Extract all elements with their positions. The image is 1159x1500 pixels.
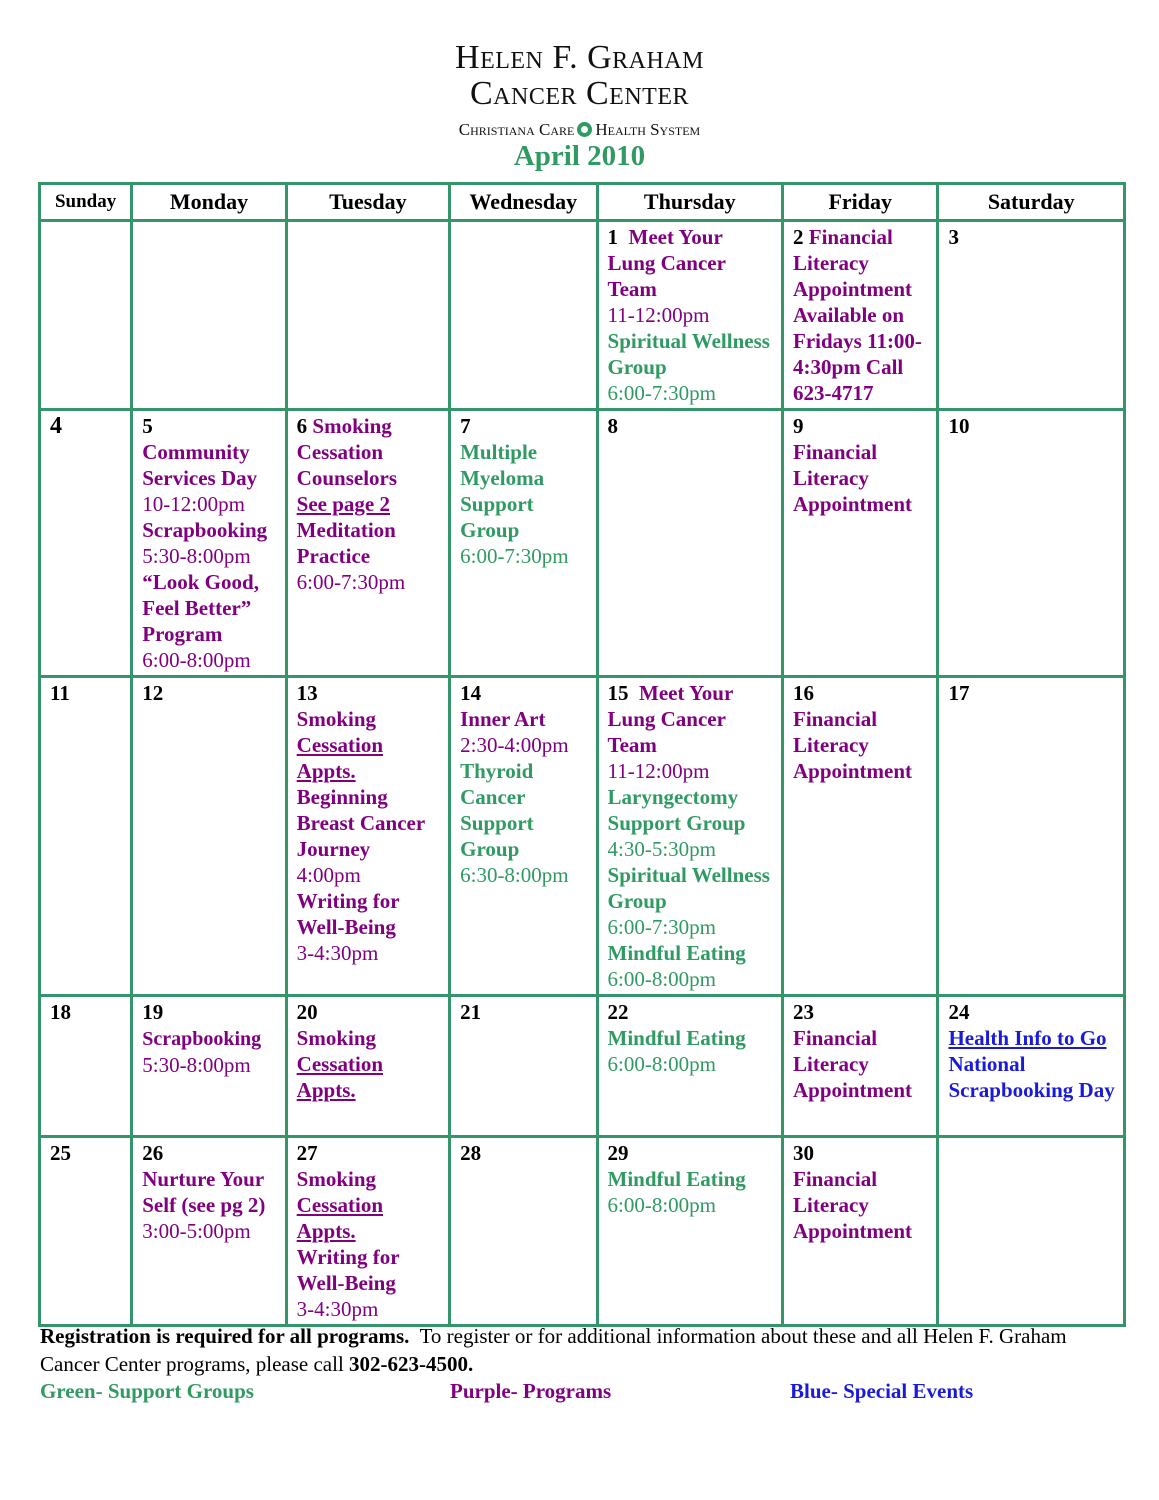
day-number: 19	[142, 1000, 164, 1024]
day-cell-apr19	[132, 996, 286, 1137]
day-cell-apr6	[286, 410, 449, 677]
event-title: Meditation Practice	[296, 518, 396, 568]
weekday-wednesday: Wednesday	[450, 184, 597, 221]
event-time: 4:30-5:30pm	[607, 837, 717, 861]
day-cell-empty	[132, 221, 286, 410]
week-row	[40, 1137, 1125, 1326]
day-cell-apr5	[132, 410, 286, 677]
event-time: 6:00-7:30pm	[607, 915, 717, 939]
day-number: 20	[296, 1000, 318, 1024]
event-time: 3-4:30pm	[296, 941, 379, 965]
day-cell-apr18	[40, 996, 132, 1137]
event-title: Scrapbooking	[142, 1028, 262, 1050]
event-time: 3-4:30pm	[296, 1297, 379, 1321]
smoking-cessation-appts-link[interactable]: Cessation Appts.	[296, 733, 384, 783]
day-number: 3	[948, 225, 959, 249]
event-time: 6:00-8:00pm	[607, 967, 717, 991]
day-number: 13	[296, 681, 318, 705]
day-number: 4	[50, 413, 62, 439]
day-number: 14	[460, 681, 482, 705]
day-cell-empty	[938, 1137, 1125, 1326]
day-cell-apr24	[938, 996, 1125, 1137]
event-title: Meet Your Lung Cancer Team	[607, 225, 726, 301]
event-title: Financial Literacy Appointment	[793, 440, 913, 516]
event-time: 6:30-8:00pm	[460, 863, 569, 887]
day-cell-apr16	[783, 677, 938, 996]
day-cell-apr11	[40, 677, 132, 996]
day-number: 15	[607, 681, 629, 705]
event-title: Spiritual Wellness Group	[607, 329, 770, 379]
event-title: Smoking	[296, 707, 377, 731]
event-title: Writing for Well-Being	[296, 1245, 400, 1295]
day-cell-apr7	[450, 410, 597, 677]
day-cell-apr21	[450, 996, 597, 1137]
event-time: 5:30-8:00pm	[142, 1053, 251, 1077]
week-row	[40, 996, 1125, 1137]
day-cell-apr23	[783, 996, 938, 1137]
day-cell-apr13	[286, 677, 449, 996]
day-cell-apr4	[40, 410, 132, 677]
event-title: National Scrapbooking Day	[948, 1052, 1115, 1102]
event-title: Spiritual Wellness Group	[607, 863, 770, 913]
event-time: 6:00-7:30pm	[607, 381, 717, 405]
event-title: Inner Art	[460, 707, 546, 731]
event-title: Laryngectomy Support Group	[607, 785, 746, 835]
event-title: Financial Literacy Appointment	[793, 1026, 913, 1102]
event-time: 4:00pm	[296, 863, 361, 887]
event-time: 5:30-8:00pm	[142, 544, 251, 568]
day-number: 23	[793, 1000, 815, 1024]
day-cell-apr14	[450, 677, 597, 996]
day-cell-apr12	[132, 677, 286, 996]
event-title: Mindful Eating	[607, 941, 746, 965]
event-time: 6:00-8:00pm	[142, 648, 251, 672]
day-cell-empty	[40, 221, 132, 410]
event-title: Mindful Eating	[607, 1026, 746, 1050]
day-number: 21	[460, 1000, 482, 1024]
day-number: 8	[607, 414, 619, 438]
event-title: Mindful Eating	[607, 1167, 746, 1191]
day-number: 2	[793, 225, 804, 249]
calendar-month-title: April 2010	[513, 140, 646, 172]
event-title: Thyroid Cancer Support Group	[460, 759, 534, 861]
day-number: 12	[142, 681, 164, 705]
event-title: Multiple Myeloma Support Group	[460, 440, 545, 542]
weekday-saturday: Saturday	[938, 184, 1125, 221]
event-title: Smoking	[296, 1167, 377, 1191]
day-number: 7	[460, 414, 471, 438]
day-cell-apr17	[938, 677, 1125, 996]
health-system-logo	[0, 120, 1159, 140]
event-time: 6:00-8:00pm	[607, 1052, 717, 1076]
event-time: 6:00-7:30pm	[296, 570, 406, 594]
day-number: 5	[142, 414, 153, 438]
day-number: 28	[460, 1141, 482, 1165]
day-cell-apr9	[783, 410, 938, 677]
day-cell-apr15	[597, 677, 783, 996]
day-cell-apr27	[286, 1137, 449, 1326]
day-number: 30	[793, 1141, 815, 1165]
day-number: 18	[50, 1000, 71, 1024]
day-number: 11	[50, 681, 70, 705]
health-system-left: Christiana Care	[458, 120, 575, 139]
event-title: Financial Literacy Appointment	[793, 1167, 913, 1243]
event-title: Writing for Well-Being	[296, 889, 400, 939]
legend-green: Green- Support Groups	[40, 1379, 254, 1403]
event-time: 6:00-7:30pm	[460, 544, 569, 568]
day-number: 1	[607, 225, 619, 249]
day-cell-apr1	[597, 221, 783, 410]
day-cell-apr26	[132, 1137, 286, 1326]
day-number: 10	[948, 414, 970, 438]
event-title: Scrapbooking	[142, 518, 268, 542]
event-title: Smoking Cessation Counselors	[296, 414, 398, 490]
day-cell-apr30	[783, 1137, 938, 1326]
week-row	[40, 221, 1125, 410]
day-cell-apr29	[597, 1137, 783, 1326]
day-number: 9	[793, 414, 804, 438]
week-row	[40, 677, 1125, 996]
day-number: 27	[296, 1141, 318, 1165]
day-cell-empty	[450, 221, 597, 410]
weekday-monday: Monday	[132, 184, 286, 221]
weekday-header-row	[40, 184, 1125, 221]
event-time: 11-12:00pm	[607, 759, 710, 783]
christiana-care-logo-icon	[577, 122, 592, 137]
event-title: Beginning Breast Cancer Journey	[296, 785, 425, 861]
weekday-friday: Friday	[783, 184, 938, 221]
day-cell-apr8	[597, 410, 783, 677]
day-cell-apr10	[938, 410, 1125, 677]
day-cell-apr28	[450, 1137, 597, 1326]
event-title: Community Services Day	[142, 440, 258, 490]
event-time: 2:30-4:00pm	[460, 733, 569, 757]
see-page-2-link[interactable]: See page 2	[296, 492, 390, 516]
registration-phone: 302-623-4500.	[349, 1352, 474, 1376]
event-time: 11-12:00pm	[607, 303, 710, 327]
registration-note	[40, 1322, 1120, 1378]
day-number: 17	[948, 681, 970, 705]
weekday-sunday: Sunday	[40, 184, 132, 221]
org-name-line2: Cancer Center	[469, 75, 689, 112]
weekday-tuesday: Tuesday	[286, 184, 449, 221]
day-number: 25	[50, 1141, 71, 1165]
event-time: 6:00-8:00pm	[607, 1193, 717, 1217]
org-name-line1: Helen F. Graham	[455, 39, 704, 76]
calendar-grid	[38, 182, 1126, 1327]
day-number: 24	[948, 1000, 970, 1024]
smoking-cessation-appts-link[interactable]: Cessation Appts.	[296, 1052, 384, 1102]
event-title: “Look Good, Feel Better” Program	[142, 570, 259, 646]
legend-blue: Blue- Special Events	[790, 1379, 974, 1403]
health-info-to-go-link[interactable]: Health Info to Go	[948, 1026, 1107, 1050]
week-row	[40, 410, 1125, 677]
day-number: 22	[607, 1000, 629, 1024]
weekday-thursday: Thursday	[597, 184, 783, 221]
registration-info-text: To register or for additional information about these and all Helen F. Graham Cancer Center programs, please call	[40, 1324, 1067, 1376]
day-number: 29	[607, 1141, 629, 1165]
day-number: 26	[142, 1141, 164, 1165]
event-title: Meet Your Lung Cancer Team	[607, 681, 733, 757]
event-title: Financial Literacy Appointment Available on Fridays 11:00-4:30pm Call 623-4717	[793, 225, 922, 405]
event-title: Smoking	[296, 1026, 377, 1050]
legend-purple: Purple- Programs	[450, 1379, 612, 1403]
event-title: Nurture Your Self (see pg 2)	[142, 1167, 266, 1217]
day-number: 16	[793, 681, 815, 705]
day-cell-apr3	[938, 221, 1125, 410]
day-number: 6	[296, 414, 308, 438]
smoking-cessation-appts-link[interactable]: Cessation Appts.	[296, 1193, 384, 1243]
day-cell-apr25	[40, 1137, 132, 1326]
event-time: 10-12:00pm	[142, 492, 245, 516]
registration-required-text: Registration is required for all programs.	[40, 1324, 410, 1348]
day-cell-apr22	[597, 996, 783, 1137]
day-cell-empty	[286, 221, 449, 410]
day-cell-apr20	[286, 996, 449, 1137]
day-cell-apr2	[783, 221, 938, 410]
event-time: 3:00-5:00pm	[142, 1219, 251, 1243]
event-title: Financial Literacy Appointment	[793, 707, 913, 783]
health-system-right: Health System	[595, 120, 701, 139]
